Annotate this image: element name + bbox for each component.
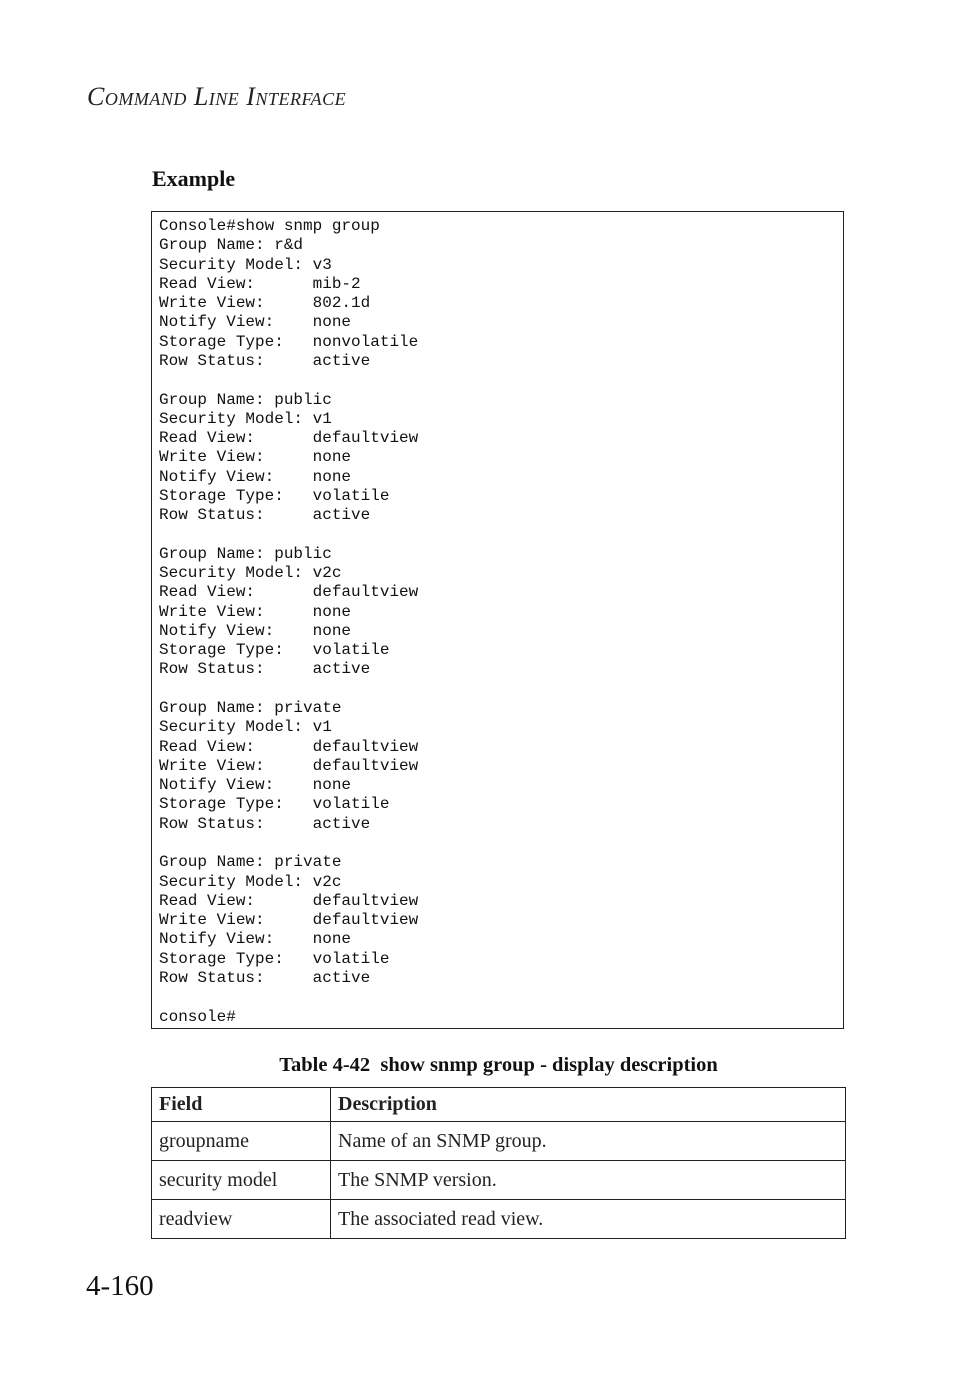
field-cell: security model: [152, 1161, 331, 1200]
field-cell: readview: [152, 1200, 331, 1239]
column-header-field: Field: [152, 1088, 331, 1122]
console-output: Console#show snmp group Group Name: r&d Security Model: v3 Read View: mib-2 Write View: 802.1d Notify View: none Storage Type: nonvolatile Row Status: active Group Name: public Security Model: v1 Read View: defaultview Write View: none Notify View: none Storage Type: volatile Row Status: active Group Name: public Security Model: v2c Read View: defaultview Write View: none Notify View: none Storage Type: volatile Row Status: active Group Name: private Security Model: v1 Read View: defaultview Write View: defaultview Notify View: none Storage Type: volatile Row Status: active Group Name: private Security Model: v2c Read View: defaultview Write View: defaultview Notify View: none Storage Type: volatile Row Status: active console#: [159, 217, 419, 1026]
table-row: [152, 1161, 846, 1200]
table-row: [152, 1122, 846, 1161]
display-description-table: [151, 1087, 846, 1239]
page-number: 4-160: [86, 1270, 154, 1302]
description-cell: Name of an SNMP group.: [331, 1122, 846, 1161]
table-row: [152, 1200, 846, 1239]
running-header-title: Command Line Interface: [87, 82, 347, 111]
description-cell: The SNMP version.: [331, 1161, 846, 1200]
column-header-description: Description: [331, 1088, 846, 1122]
table-header-row: [152, 1088, 846, 1122]
description-cell: The associated read view.: [331, 1200, 846, 1239]
section-heading: Example: [152, 166, 236, 191]
field-cell: groupname: [152, 1122, 331, 1161]
console-example-box: [151, 211, 844, 1029]
table-caption: Table 4-42 show snmp group - display description: [279, 1054, 718, 1076]
